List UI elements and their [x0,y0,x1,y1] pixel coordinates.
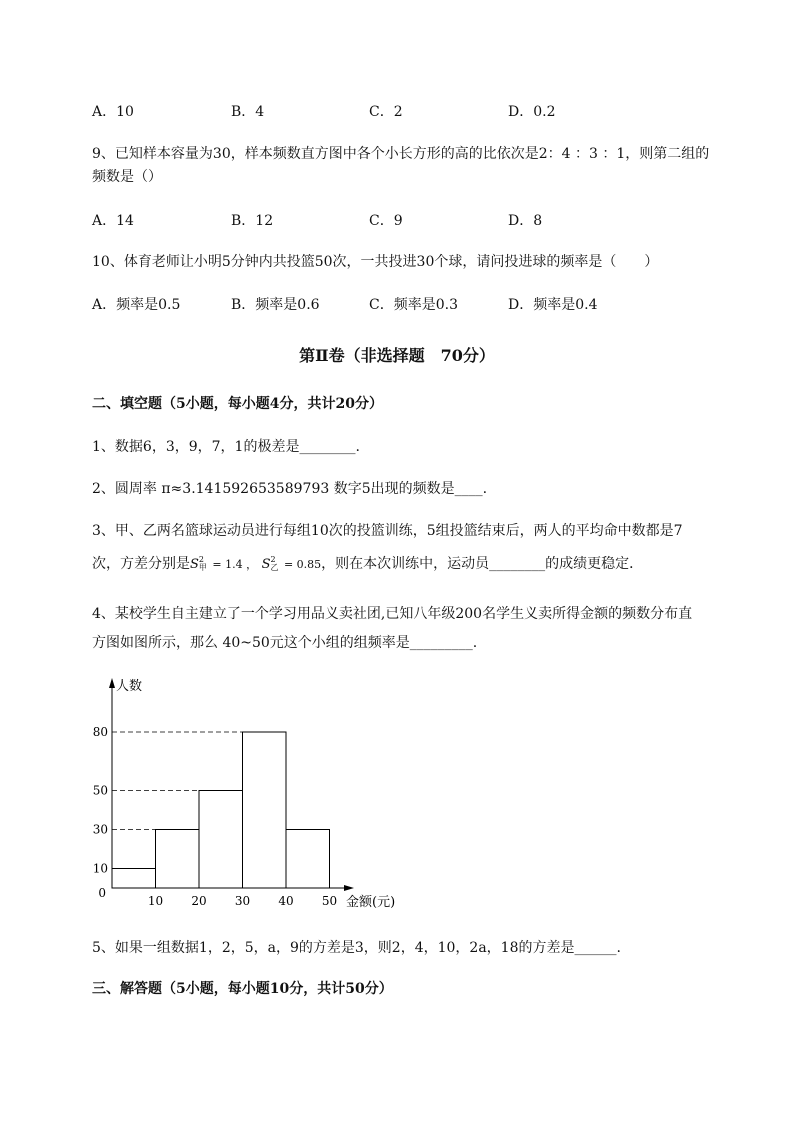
x-axis-arrow [344,885,354,891]
x-axis-label: 金额(元) [346,895,396,910]
part2-title: 第Ⅱ卷（非选择题 70分） [299,346,495,365]
q10-text: 10、体育老师让小明5分钟内共投篮50次，一共投进30个球，请问投进球的频率是（ ） [92,254,659,270]
q8-option-c: C．2 [369,104,403,120]
q9-option-c: C．9 [369,213,403,229]
fill-q4-line1: 4、某校学生自主建立了一个学习用品义卖社团,已知八年级200名学生义卖所得金额的频数分布直 [92,606,693,622]
variance-yi-symbol: S [261,557,271,572]
section2-title: 二、填空题（5小题，每小题4分，共计20分） [92,396,383,412]
q10-option-d: D．频率是0.4 [508,297,598,313]
fill-q3-line1: 3、甲、乙两名篮球运动员进行每组10次的投篮训练，5组投篮结束后，两人的平均命中数都是7 [92,523,683,539]
fill-q1: 1、数据6，3，9，7，1的极差是________. [92,439,360,455]
variance-jia-sup: 2 [198,555,204,564]
variance-jia-symbol: S [190,557,199,572]
x-tick-label: 40 [278,894,294,908]
fill-q3-suffix: ，则在本次训练中，运动员________的成绩更稳定． [321,556,644,572]
q9-line2: 频数是（） [92,169,162,185]
variance-yi-sub: 乙 [270,563,279,572]
q8-option-a: A．10 [92,104,134,120]
fill-q3-prefix: 次，方差分别是 [92,556,190,572]
q9-line1: 9、已知样本容量为30，样本频数直方图中各个小长方形的高的比依次是2：4 ：3 ：1，则第二组的 [92,146,710,162]
variance-yi-value: = 0.85 [280,558,322,571]
y-tick-label: 50 [92,783,108,798]
histogram-bar [112,869,156,889]
histogram-bar [243,732,287,888]
histogram-chart [86,672,426,912]
q9-option-b: B．12 [231,213,274,229]
origin-label: 0 [98,886,106,900]
x-tick-label: 50 [321,894,338,908]
variance-yi-sup: 2 [270,555,276,564]
x-tick-label: 30 [234,894,251,908]
fill-q3-line2 [92,553,643,573]
histogram-bar [199,791,243,889]
fill-q2: 2、圆周率 π≈3.141592653589793 数字5出现的频数是____. [92,481,488,497]
y-tick-label: 80 [92,725,108,739]
variance-jia-value: = 1.4 ， [208,558,258,571]
q9-option-d: D．8 [508,213,543,229]
q8-option-b: B．4 [231,104,265,120]
q9-option-a: A．14 [92,213,134,229]
x-tick-label: 10 [147,894,164,908]
y-axis-label: 人数 [116,679,143,694]
x-tick-label: 20 [191,894,207,908]
histogram-bar [156,830,200,889]
q8-option-d: D．0.2 [508,104,556,120]
section3-title: 三、解答题（5小题，每小题10分，共计50分） [92,981,393,997]
q10-option-a: A．频率是0.5 [92,297,181,313]
q10-option-c: C．频率是0.3 [369,297,458,313]
fill-q5: 5、如果一组数据1，2，5，a，9的方差是3，则2，4，10，2a，18的方差是______. [92,940,621,956]
histogram-bar [286,830,330,889]
variance-jia-sub: 甲 [198,563,207,572]
q10-option-b: B．频率是0.6 [231,297,320,313]
y-tick-label: 10 [92,861,108,876]
y-axis-arrow [109,678,115,688]
fill-q4-line2: 方图如图所示，那么 40~50元这个小组的组频率是_________. [92,635,478,651]
y-tick-label: 30 [92,822,108,837]
